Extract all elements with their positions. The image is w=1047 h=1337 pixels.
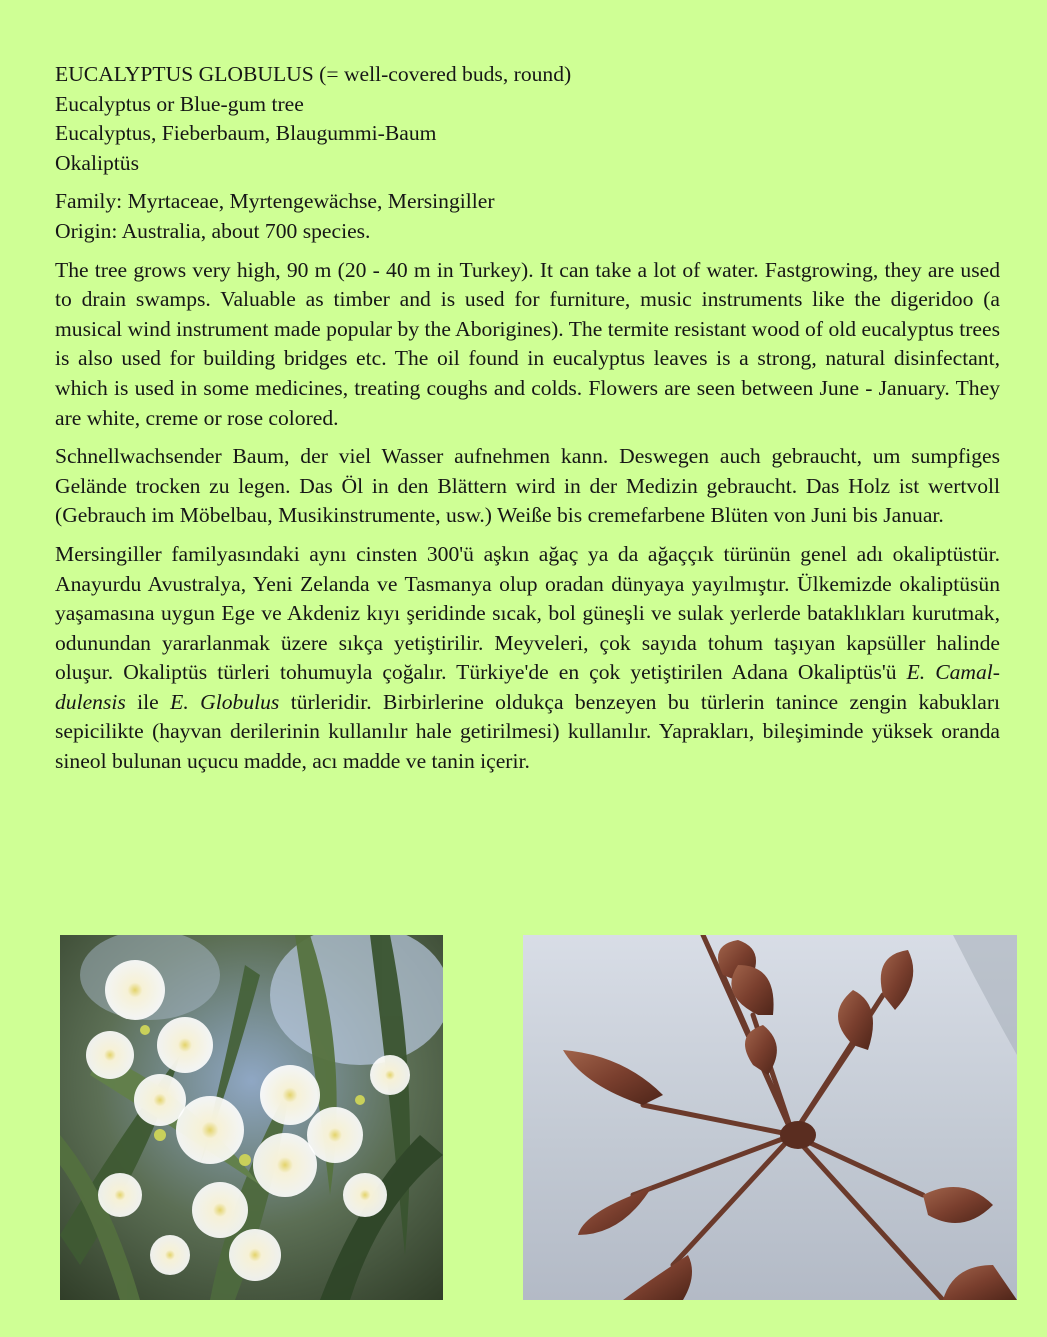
german-name: Eucalyptus, Fieberbaum, Blaugummi-Baum (55, 121, 437, 146)
family-line: Family: Myrtaceae, Myrtengewächse, Mersingiller (55, 189, 495, 214)
flowers-photo (60, 935, 443, 1300)
turkish-text-2: ile (125, 689, 171, 714)
capsules-photo (523, 935, 1017, 1300)
english-paragraph: The tree grows very high, 90 m (20 - 40 m in Turkey). It can take a lot of water. Fastgrowing, they are used to drain swamps. Valuable as timber and is used for furniture, music instruments like the digeridoo (a musical wind instrument made popular by the Aborigines). The termite resistant wood of old eucalyptus trees is also used for building bridges etc. The oil found in eucalyptus leaves is a strong, natural disinfectant, which is used in some medicines, treating coughs and colds. Flowers are seen between June - January. They are white, creme or rose colored. (55, 257, 1000, 430)
title-block (55, 60, 1000, 178)
species-name-camaldulensis: E. Camal-dulensis (55, 660, 1000, 714)
german-paragraph: Schnellwachsender Baum, der viel Wasser aufnehmen kann. Deswegen auch gebraucht, um sumpfiges Gelände trocken zu legen. Das Öl in den Blättern wird in der Medizin gebraucht. Das Holz ist wertvoll (Gebrauch im Möbelbau, Musikinstrumente, usw.) Weiße bis cremefarbene Blüten von Juni bis Januar. (55, 444, 1000, 528)
turkish-name: Okaliptüs (55, 150, 139, 175)
turkish-text-3: türleridir. Birbirlerine oldukça benzeyen bu türlerin tanince zengin kabukları sepicilikte (hayvan derilerinin kullanılır hale getirilmesi) kullanılır. Yaprakları, bileşiminde yüksek oranda sineol bulunan uçucu madde, acı madde ve tanin içerir. (55, 689, 1001, 774)
turkish-text-1: Mersingiller familyasındaki aynı cinsten 300'ü aşkın ağaç ya da ağaççık türünün genel adı okaliptüstür. Anayurdu Avustralya, Yeni Zelanda ve Tasmanya olup oradan dünyaya yayılmıştır. Ülkemizde okaliptüsün yaşamasına uygun Ege ve Akdeniz kıyı şeridinde sıcak, bol güneşli ve sulak yerlerde bataklıkları kurutmak, odunundan yararlanmak üzere sıkça yetiştirilir. Meyveleri, çok sayıda tohum taşıyan kapsüller halinde oluşur. Okaliptüs türleri tohumuyla çoğalır. Türkiye'de en çok yetiştirilen Adana Okaliptüs'ü (55, 541, 1000, 685)
turkish-paragraph (55, 540, 1000, 777)
species-title: EUCALYPTUS GLOBULUS (= well-covered buds, round) (55, 62, 572, 86)
english-name: Eucalyptus or Blue-gum tree (55, 91, 304, 116)
classification-block (55, 187, 1000, 246)
species-name-globulus: E. Globulus (170, 689, 280, 714)
text-column (55, 60, 1000, 786)
origin-line: Origin: Australia, about 700 species. (55, 218, 371, 243)
